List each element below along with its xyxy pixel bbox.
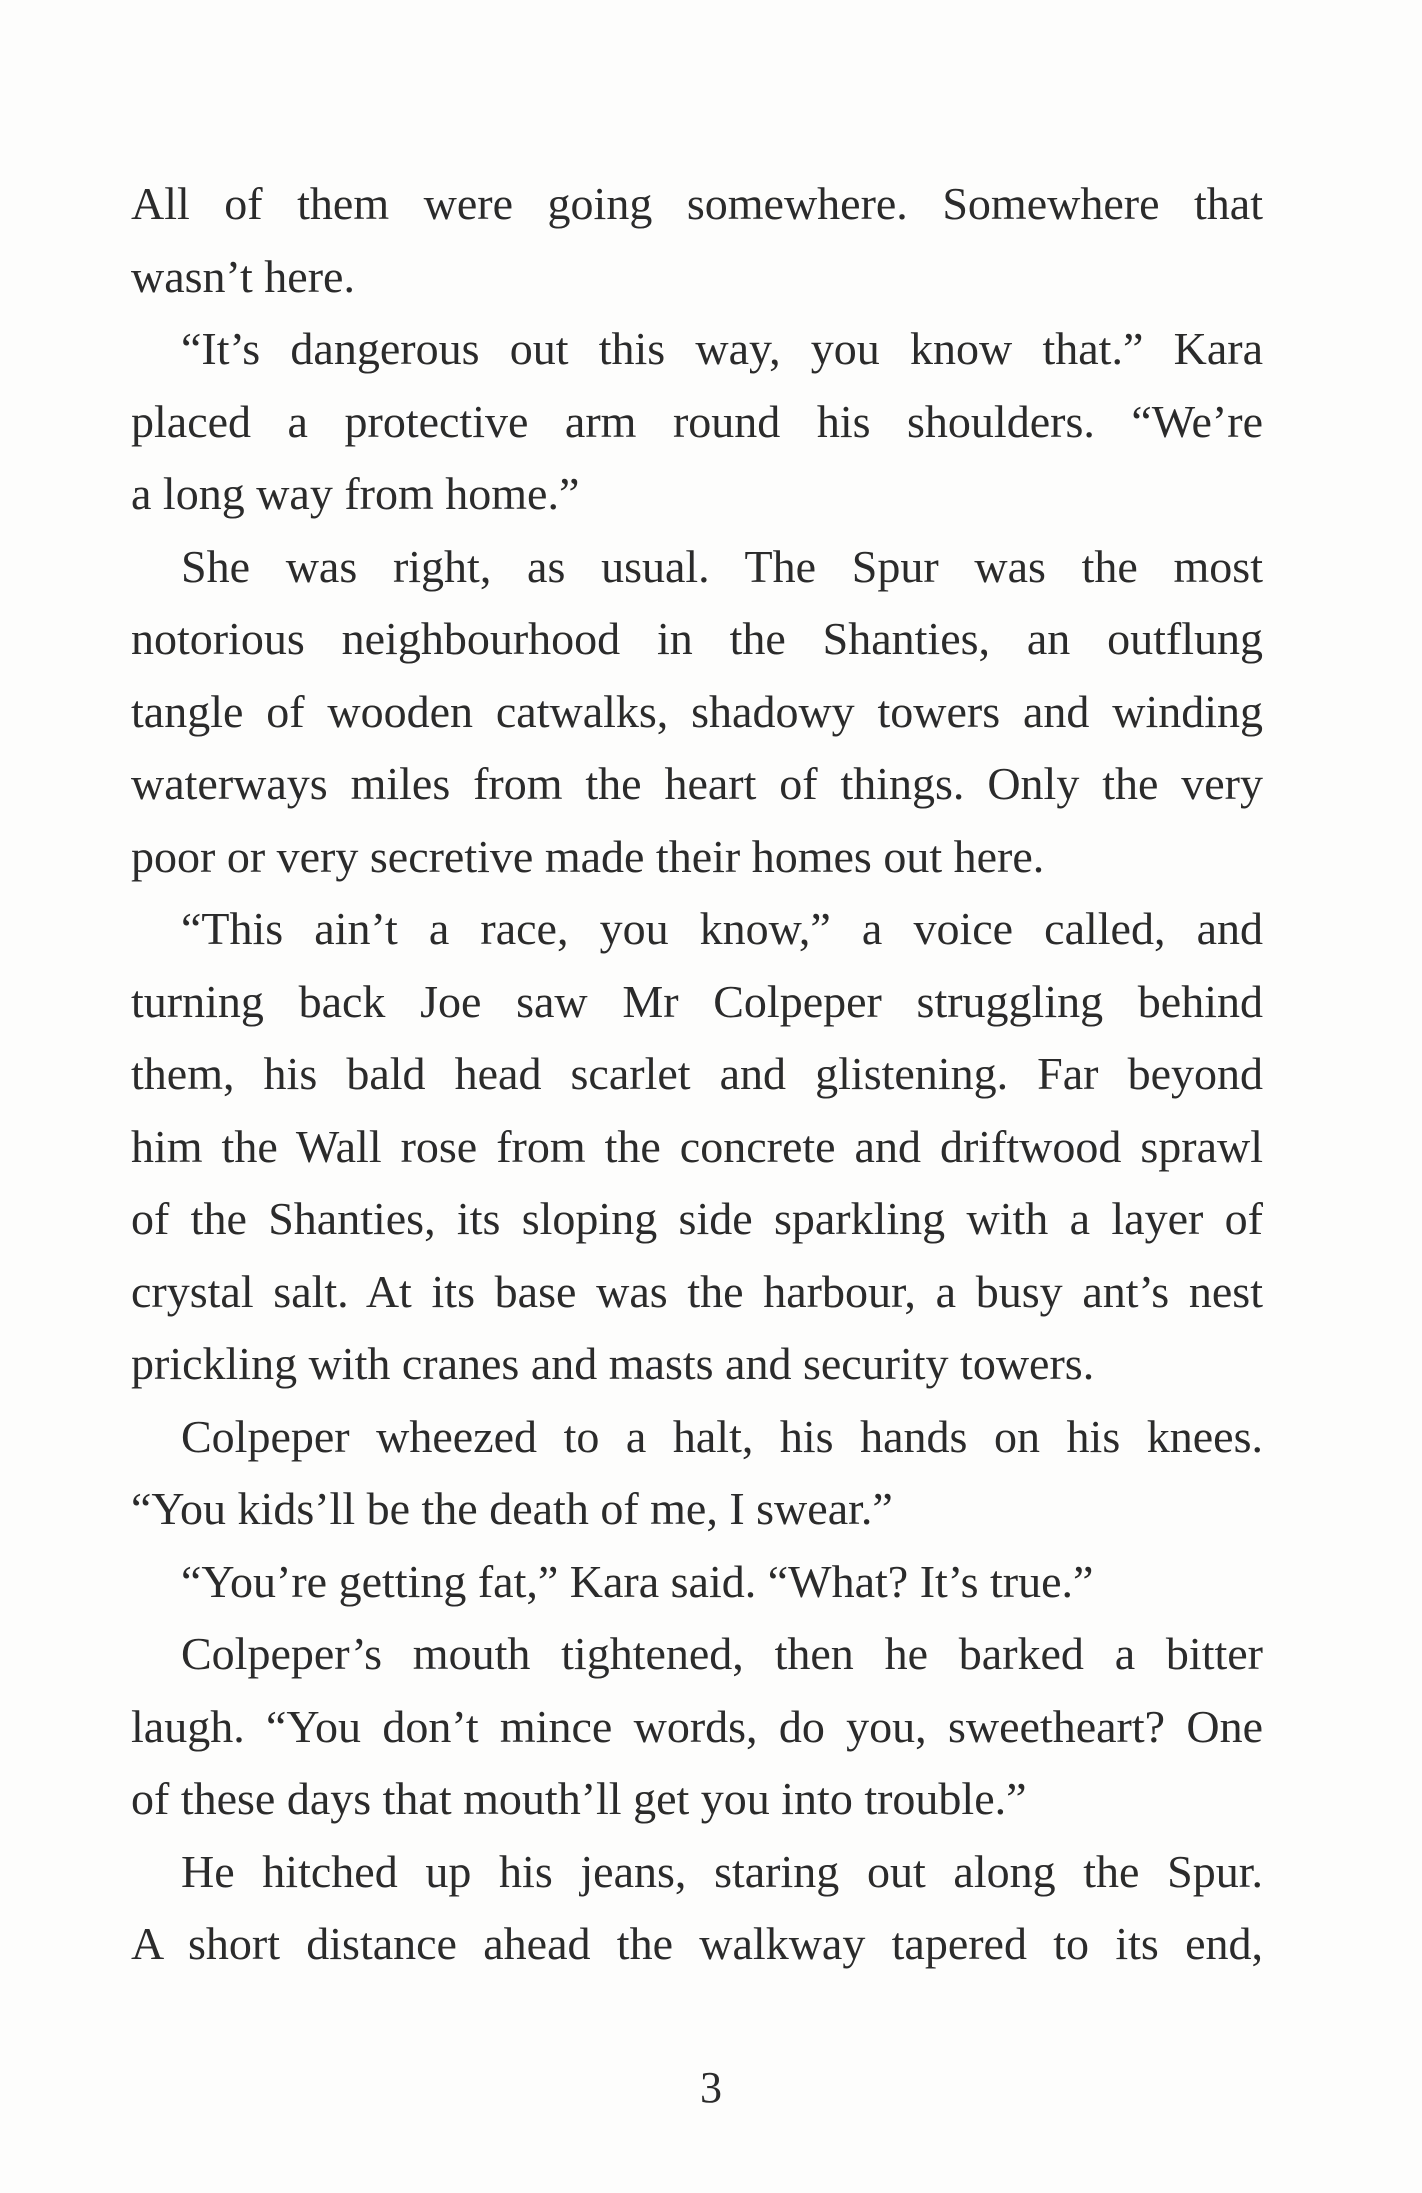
text-line: “You kids’ll be the death of me, I swear.” [131, 1483, 893, 1534]
text-line: tangle of wooden catwalks, shadowy towers and winding [131, 685, 1263, 737]
page-number: 3 [700, 2063, 722, 2112]
text-line: them, his bald head scarlet and glistening. Far beyond [131, 1048, 1263, 1099]
text-line: waterways miles from the heart of things. Only the very [131, 758, 1263, 809]
text-line: a long way from home.” [131, 468, 580, 519]
text-line: He hitched up his jeans, staring out along the Spur. [181, 1845, 1263, 1897]
text-line: All of them were going somewhere. Somewhere that [131, 178, 1263, 229]
text-line: A short distance ahead the walkway tapered to its end, [131, 1918, 1263, 1969]
text-line: crystal salt. At its base was the harbour, a busy ant’s nest [131, 1265, 1263, 1317]
text-line: “This ain’t a race, you know,” a voice called, and [181, 903, 1263, 954]
text-line: Colpeper’s mouth tightened, then he barked a bitter [181, 1628, 1263, 1679]
body-text [131, 168, 1263, 1981]
text-line: wasn’t here. [131, 250, 355, 302]
text-line: him the Wall rose from the concrete and driftwood sprawl [131, 1120, 1263, 1172]
text-line: Colpeper wheezed to a halt, his hands on his knees. [181, 1410, 1263, 1462]
text-line: notorious neighbourhood in the Shanties, an outflung [131, 613, 1263, 664]
text-line: turning back Joe saw Mr Colpeper struggling behind [131, 975, 1263, 1027]
text-line: She was right, as usual. The Spur was the most [181, 540, 1263, 592]
text-line: “You’re getting fat,” Kara said. “What? It’s true.” [181, 1555, 1094, 1607]
text-line: poor or very secretive made their homes out here. [131, 830, 1045, 882]
text-line: placed a protective arm round his shoulders. “We’re [131, 395, 1263, 447]
text-line: prickling with cranes and masts and security towers. [131, 1338, 1095, 1389]
text-line: “It’s dangerous out this way, you know that.” Kara [181, 323, 1263, 374]
text-line: of these days that mouth’ll get you into trouble.” [131, 1773, 1027, 1824]
text-line: laugh. “You don’t mince words, do you, sweetheart? One [131, 1700, 1263, 1752]
text-line: of the Shanties, its sloping side sparkling with a layer of [131, 1193, 1263, 1244]
